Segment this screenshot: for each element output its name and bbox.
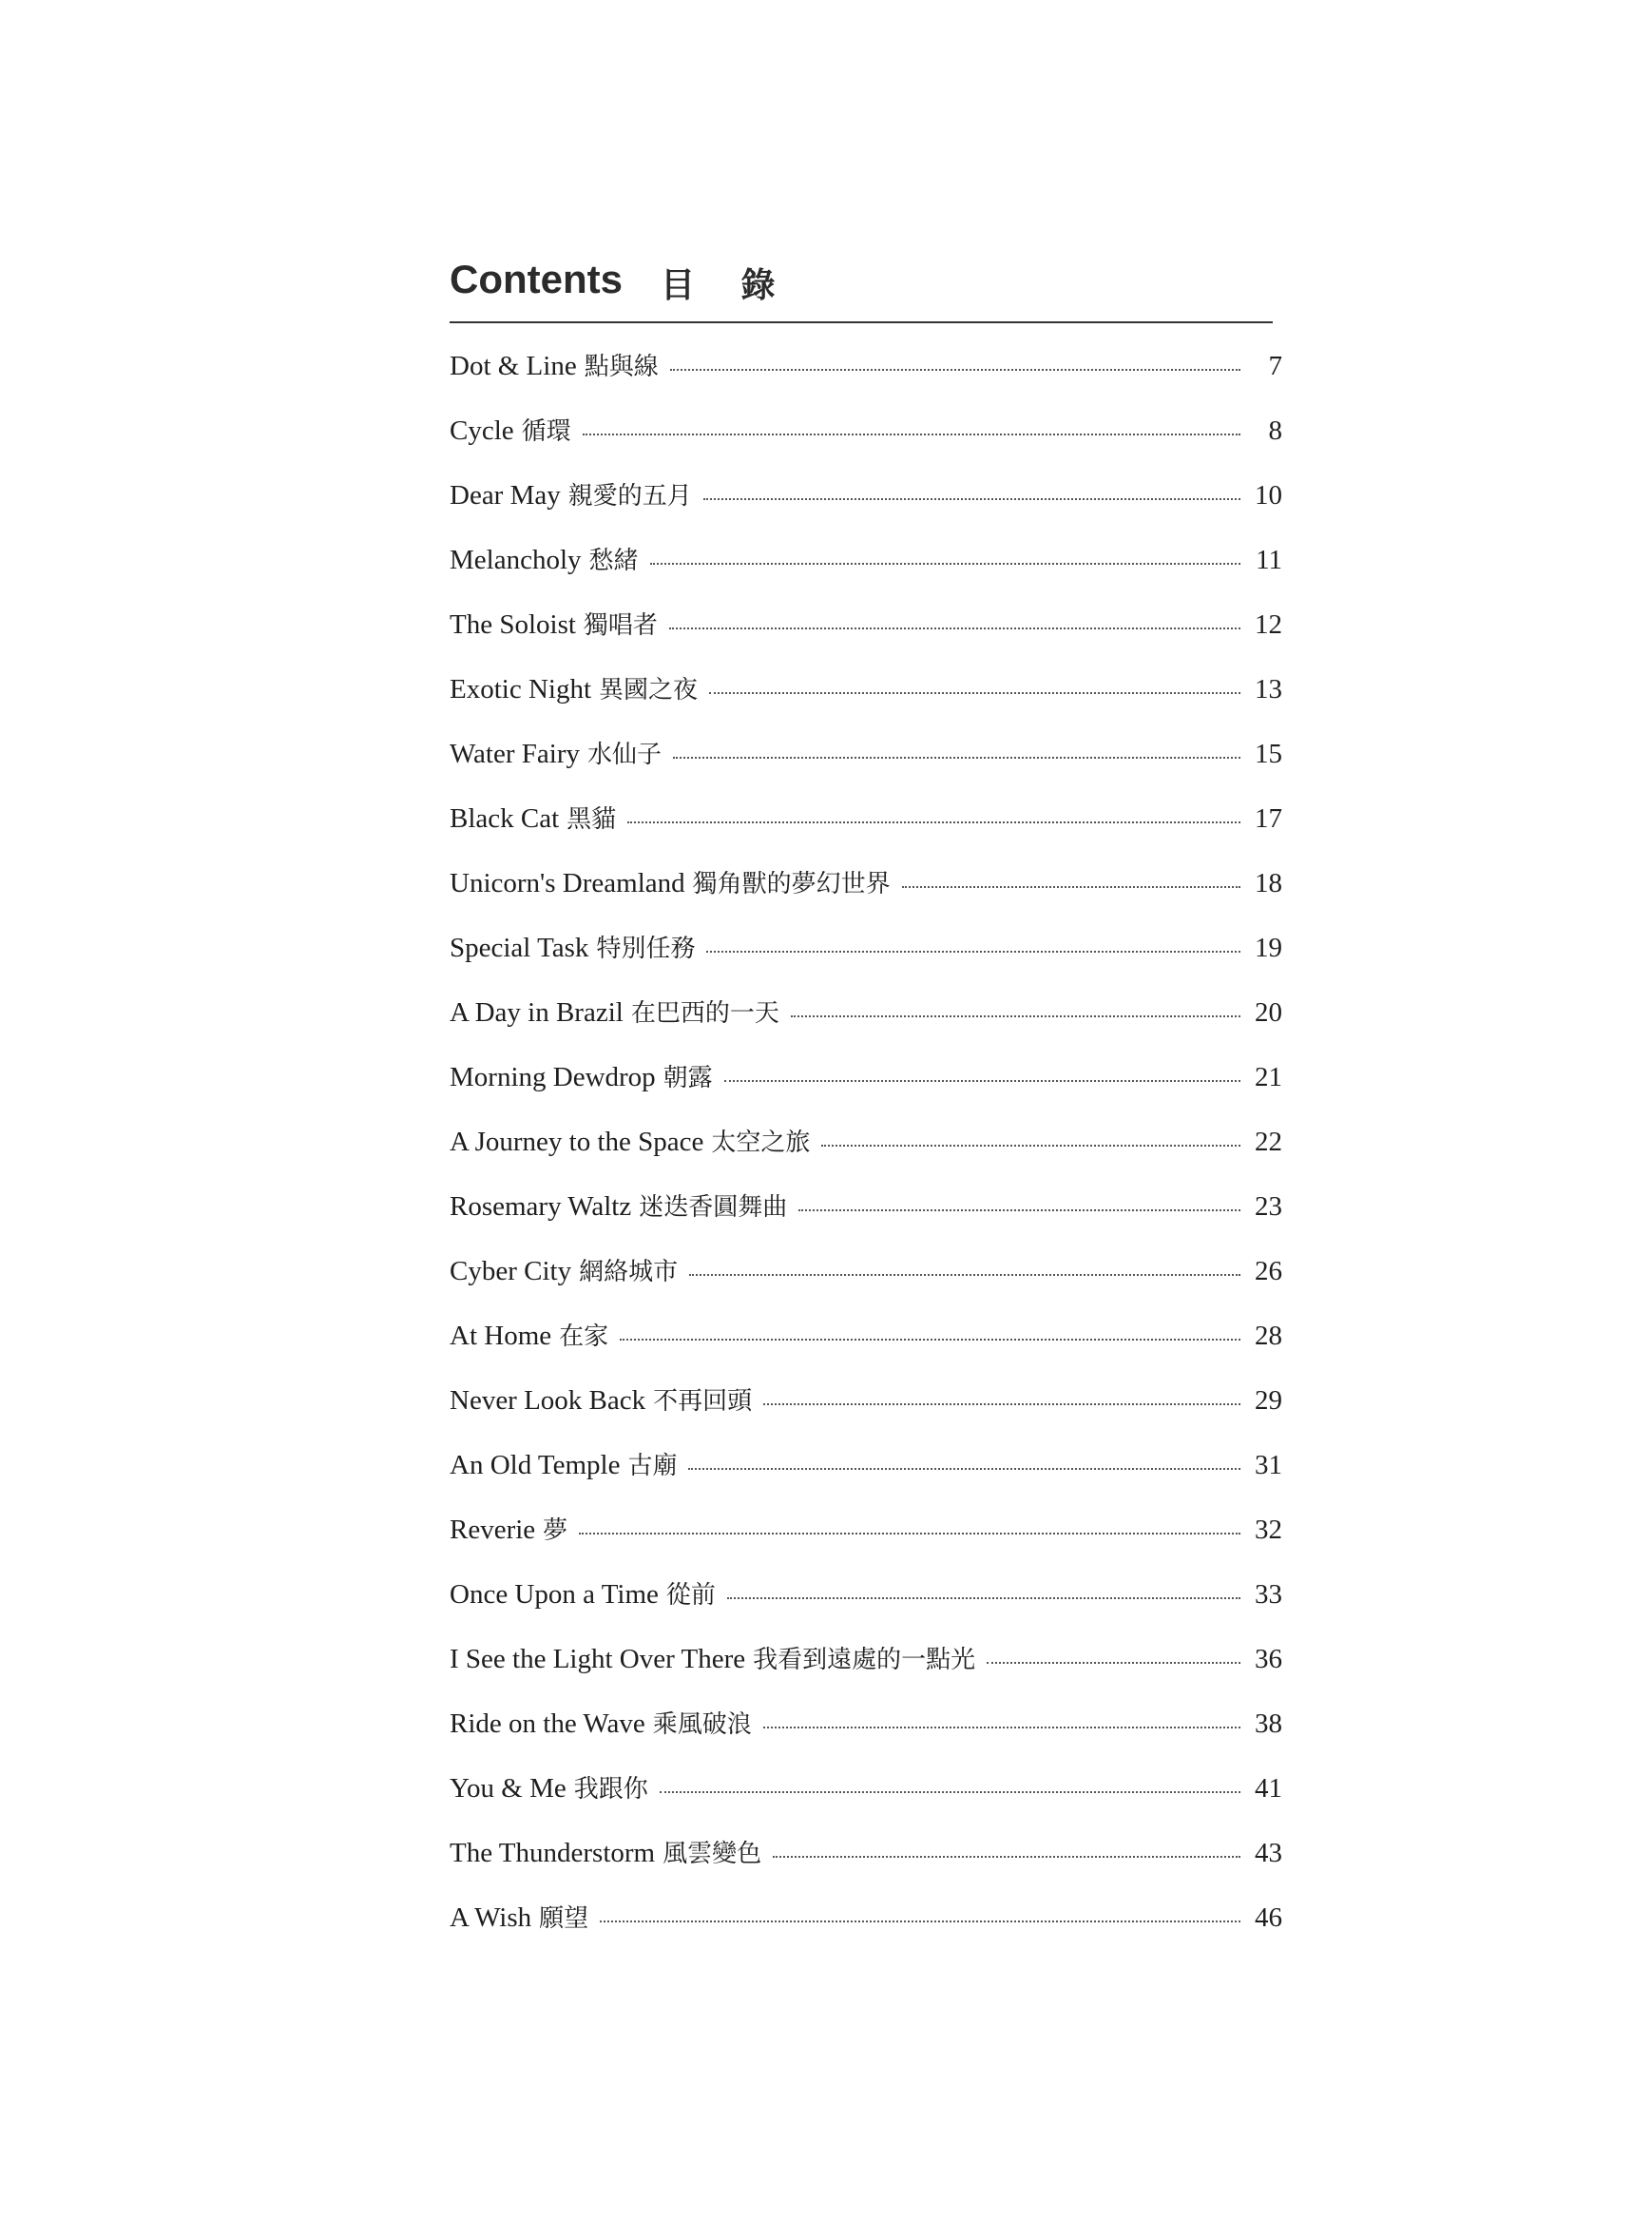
dot-leader — [660, 1791, 1240, 1793]
toc-entry — [450, 476, 1282, 541]
header-divider — [450, 321, 1273, 323]
toc-entry-title-zh: 親愛的五月 — [567, 482, 692, 511]
toc-entry-title-en: Ride on the Wave — [450, 1708, 645, 1739]
toc-entry-page-number: 15 — [1255, 739, 1282, 769]
toc-entry — [450, 1123, 1282, 1187]
dot-leader — [600, 1921, 1240, 1922]
toc-entry-title — [450, 800, 616, 835]
toc-entry-page-number: 32 — [1255, 1515, 1282, 1545]
toc-entry-page-number: 20 — [1255, 997, 1282, 1028]
dot-leader — [727, 1597, 1240, 1599]
dot-leader — [670, 369, 1240, 371]
toc-entry — [450, 1640, 1282, 1705]
toc-entry-page-number: 33 — [1255, 1579, 1282, 1610]
toc-entry-title-zh: 我看到遠處的一點光 — [753, 1646, 976, 1674]
page-title-chinese: 目 錄 — [661, 266, 793, 305]
toc-entry-title-en: A Day in Brazil — [450, 997, 624, 1028]
toc-entry-title — [450, 735, 662, 770]
toc-entry — [450, 1705, 1282, 1769]
dot-leader — [821, 1145, 1240, 1147]
toc-entry-page-number: 31 — [1255, 1450, 1282, 1480]
toc-entry-title-zh: 水仙子 — [586, 741, 662, 769]
toc-entry-title — [450, 347, 659, 382]
toc-entry-title-en: Water Fairy — [450, 739, 580, 769]
toc-entry-page-number: 10 — [1255, 480, 1282, 511]
toc-entry-page-number: 46 — [1255, 1902, 1282, 1933]
page-title: Contents — [450, 257, 623, 301]
toc-entry — [450, 800, 1282, 864]
toc-entry-title-zh: 獨角獸的夢幻世界 — [692, 870, 891, 898]
toc-entry-page-number: 23 — [1255, 1191, 1282, 1222]
dot-leader — [673, 757, 1240, 759]
dot-leader — [763, 1403, 1240, 1405]
dot-leader — [579, 1533, 1240, 1535]
toc-entry-title — [450, 1381, 752, 1417]
dot-leader — [987, 1662, 1240, 1664]
dot-leader — [669, 627, 1240, 629]
toc-entry — [450, 1769, 1282, 1834]
toc-entry-title-en: Dear May — [450, 480, 561, 511]
toc-entry-title — [450, 864, 891, 899]
toc-entry-title — [450, 412, 571, 447]
toc-entry-title-en: At Home — [450, 1321, 552, 1351]
toc-entry-page-number: 26 — [1255, 1256, 1282, 1286]
toc-entry-title — [450, 476, 692, 512]
toc-entry-title-en: Once Upon a Time — [450, 1579, 659, 1610]
toc-entry-title-zh: 特別任務 — [596, 935, 696, 963]
contents-header — [450, 257, 1272, 321]
toc-entry-title — [450, 541, 639, 576]
toc-entry — [450, 1575, 1282, 1640]
toc-entry-title — [450, 1511, 567, 1546]
toc-entry-page-number: 18 — [1255, 868, 1282, 898]
dot-leader — [706, 951, 1240, 953]
toc-entry-title-zh: 朝露 — [663, 1064, 713, 1092]
toc-entry-title-zh: 獨唱者 — [583, 611, 658, 640]
dot-leader — [688, 1468, 1240, 1470]
toc-entry-title-en: Cycle — [450, 415, 514, 446]
toc-entry-page-number: 28 — [1255, 1321, 1282, 1351]
toc-entry-page-number: 21 — [1255, 1062, 1282, 1092]
toc-entry-title-en: A Journey to the Space — [450, 1127, 704, 1157]
toc-entry-title — [450, 1317, 608, 1352]
dot-leader — [763, 1727, 1240, 1728]
dot-leader — [709, 692, 1240, 694]
toc-entry-title-zh: 愁緒 — [588, 547, 639, 575]
toc-entry-page-number: 12 — [1255, 609, 1282, 640]
toc-entry-title-zh: 異國之夜 — [599, 676, 699, 705]
dot-leader — [689, 1274, 1240, 1276]
toc-entry-title-en: Special Task — [450, 933, 589, 963]
toc-entry-page-number: 41 — [1255, 1773, 1282, 1804]
toc-entry — [450, 1899, 1282, 1963]
toc-entry — [450, 541, 1282, 606]
dot-leader — [583, 434, 1240, 435]
toc-entry-page-number: 29 — [1255, 1385, 1282, 1416]
toc-entry — [450, 412, 1282, 476]
dot-leader — [620, 1339, 1240, 1341]
toc-entry-title — [450, 1446, 677, 1481]
toc-entry — [450, 735, 1282, 800]
toc-entry-title-en: Unicorn's Dreamland — [450, 868, 685, 898]
toc-entry — [450, 1446, 1282, 1511]
toc-entry-title-zh: 太空之旅 — [711, 1129, 811, 1157]
toc-entry — [450, 347, 1282, 412]
toc-entry-title — [450, 606, 658, 641]
toc-entry-title-zh: 夢 — [543, 1516, 568, 1545]
toc-entry-title-en: You & Me — [450, 1773, 567, 1804]
toc-entry-title — [450, 994, 779, 1029]
toc-entry-title-zh: 從前 — [665, 1581, 716, 1610]
toc-entry-title — [450, 1058, 713, 1093]
dot-leader — [724, 1080, 1240, 1082]
toc-entry-page-number: 22 — [1255, 1127, 1282, 1157]
toc-entry-title — [450, 1575, 716, 1611]
toc-entry-title-en: I See the Light Over There — [450, 1644, 746, 1674]
toc-entry-title-en: Exotic Night — [450, 674, 592, 705]
toc-entry-title-en: Cyber City — [450, 1256, 572, 1286]
toc-entry-title-en: An Old Temple — [450, 1450, 621, 1480]
toc-entry-page-number: 8 — [1268, 415, 1282, 446]
toc-entry-page-number: 43 — [1255, 1838, 1282, 1868]
toc-entry — [450, 864, 1282, 929]
toc-entry-title-zh: 在巴西的一天 — [630, 999, 779, 1028]
toc-entry-title-zh: 風雲變色 — [663, 1840, 762, 1868]
toc-entry-page-number: 36 — [1255, 1644, 1282, 1674]
toc-entry-title-en: A Wish — [450, 1902, 532, 1933]
toc-entry-title-zh: 循環 — [521, 417, 571, 446]
toc-entry-title — [450, 1769, 648, 1805]
toc-entry — [450, 1381, 1282, 1446]
toc-entry-title-en: Never Look Back — [450, 1385, 646, 1416]
toc-entry — [450, 1317, 1282, 1381]
dot-leader — [773, 1856, 1240, 1858]
toc-entry — [450, 606, 1282, 670]
toc-entry — [450, 1187, 1282, 1252]
toc-entry-title-en: Rosemary Waltz — [450, 1191, 632, 1222]
toc-entry-title — [450, 1123, 810, 1158]
toc-entry — [450, 1511, 1282, 1575]
table-of-contents — [450, 347, 1282, 1963]
toc-entry-title — [450, 929, 695, 964]
toc-entry-title-en: Reverie — [450, 1515, 536, 1545]
toc-entry-title-zh: 網絡城市 — [579, 1258, 679, 1286]
toc-entry-page-number: 17 — [1255, 803, 1282, 834]
toc-entry-title-zh: 在家 — [559, 1322, 609, 1351]
toc-entry-title-zh: 願望 — [539, 1904, 589, 1933]
toc-entry-title-en: The Soloist — [450, 609, 576, 640]
toc-entry-title-zh: 黑貓 — [567, 805, 617, 834]
toc-entry-title-zh: 我跟你 — [573, 1775, 648, 1804]
toc-entry-title — [450, 1899, 588, 1934]
toc-entry-title-en: Melancholy — [450, 545, 582, 575]
toc-entry — [450, 994, 1282, 1058]
toc-entry — [450, 1252, 1282, 1317]
toc-entry-title-zh: 點與線 — [584, 353, 659, 381]
toc-entry-page-number: 19 — [1255, 933, 1282, 963]
toc-entry-title-en: The Thunderstorm — [450, 1838, 656, 1868]
toc-entry — [450, 1058, 1282, 1123]
toc-entry-page-number: 7 — [1268, 351, 1282, 381]
toc-entry-title-zh: 迷迭香圓舞曲 — [639, 1193, 788, 1222]
dot-leader — [627, 821, 1240, 823]
toc-entry-title — [450, 670, 698, 705]
toc-entry-title — [450, 1705, 752, 1740]
toc-entry-page-number: 38 — [1255, 1708, 1282, 1739]
toc-entry-title — [450, 1640, 975, 1675]
dot-leader — [902, 886, 1240, 888]
toc-entry — [450, 1834, 1282, 1899]
toc-entry-title — [450, 1187, 787, 1223]
toc-entry-title — [450, 1834, 761, 1869]
toc-entry-title-en: Black Cat — [450, 803, 560, 834]
toc-entry-page-number: 11 — [1256, 545, 1282, 575]
dot-leader — [703, 498, 1240, 500]
toc-entry-title-zh: 不再回頭 — [653, 1387, 753, 1416]
dot-leader — [791, 1015, 1240, 1017]
toc-entry-page-number: 13 — [1255, 674, 1282, 705]
toc-entry — [450, 670, 1282, 735]
toc-entry-title — [450, 1252, 678, 1287]
toc-entry — [450, 929, 1282, 994]
toc-entry-title-zh: 古廟 — [627, 1452, 678, 1480]
toc-entry-title-en: Morning Dewdrop — [450, 1062, 656, 1092]
dot-leader — [650, 563, 1240, 565]
dot-leader — [798, 1209, 1240, 1211]
toc-entry-title-zh: 乘風破浪 — [652, 1710, 752, 1739]
toc-entry-title-en: Dot & Line — [450, 351, 577, 381]
